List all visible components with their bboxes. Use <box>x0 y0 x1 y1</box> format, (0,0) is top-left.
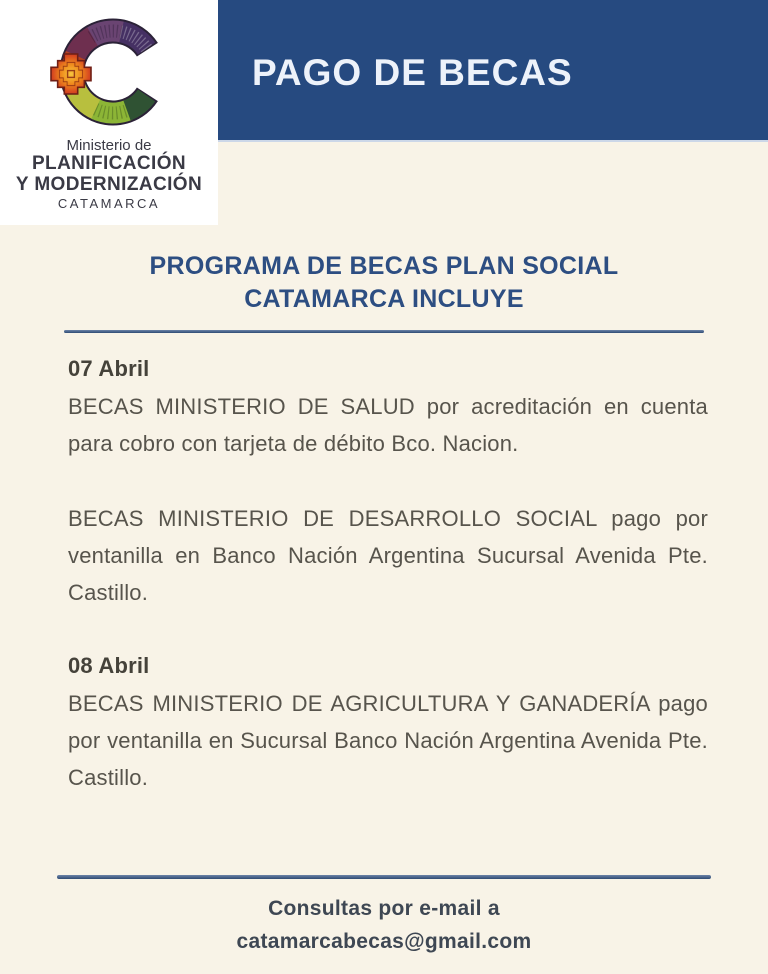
contact-label: Consultas por e-mail a <box>268 897 500 920</box>
schedule-section-april-07 <box>68 333 718 611</box>
ministry-name-prefix: Ministerio de <box>66 137 152 154</box>
ministry-province: CATAMARCA <box>57 196 161 212</box>
program-title-line2: CATAMARCA INCLUYE <box>244 285 524 313</box>
date-heading: 08 Abril <box>68 653 150 678</box>
date-heading: 07 Abril <box>68 356 150 381</box>
ministry-name-line2: Y MODERNIZACIÓN <box>15 173 203 195</box>
ministry-logo-panel <box>0 0 218 225</box>
program-title <box>0 250 768 316</box>
flyer-body <box>0 250 768 796</box>
chakana-cross-icon <box>51 54 91 94</box>
program-title-line1: PROGRAMA DE BECAS PLAN SOCIAL <box>149 252 619 280</box>
contact-email: catamarcabecas@gmail.com <box>236 930 532 953</box>
catamarca-c-logo-icon <box>42 12 176 136</box>
header-banner <box>218 0 768 142</box>
footer-divider <box>57 875 711 879</box>
flyer-footer <box>0 875 768 958</box>
ministry-name-line1: PLANIFICACIÓN <box>31 153 187 175</box>
banner-title: PAGO DE BECAS <box>252 52 573 93</box>
ministry-name <box>0 138 218 211</box>
schedule-paragraph: BECAS MINISTERIO DE AGRICULTURA Y GANADERÍA pago por ventanilla en Sucursal Banco Nación Argentina Avenida Pte. Castillo. <box>68 691 708 790</box>
schedule-paragraph: BECAS MINISTERIO DE SALUD por acreditación en cuenta para cobro con tarjeta de débito Bco. Nacion. <box>68 394 708 456</box>
schedule-section-april-08 <box>68 611 718 796</box>
schedule-paragraph: BECAS MINISTERIO DE DESARROLLO SOCIAL pago por ventanilla en Banco Nación Argentina Sucursal Avenida Pte. Castillo. <box>68 506 708 605</box>
